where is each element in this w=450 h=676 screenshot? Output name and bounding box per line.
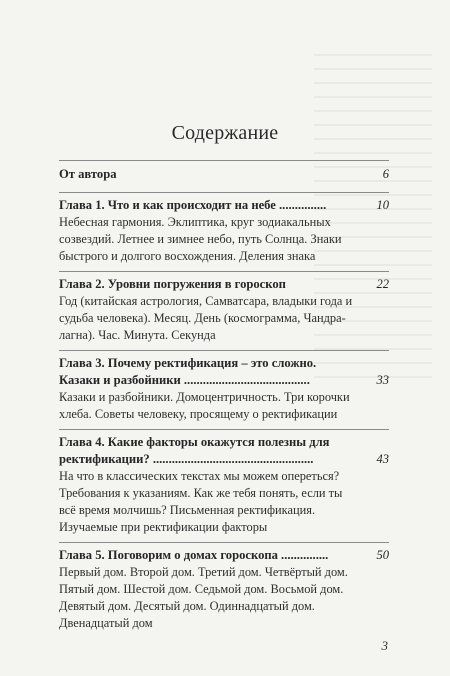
toc-subtitle-line: судьба человека). Месяц. День (космограмма, Чандра-: [59, 311, 346, 325]
toc-entry-chapter-2: [59, 272, 389, 350]
toc-heading-text: Казаки и разбойники ........................................: [59, 373, 310, 387]
toc-subtitle-line: лагна). Час. Минута. Секунда: [59, 328, 216, 342]
table-of-contents: [59, 160, 389, 638]
toc-subtitle-line: Двенадцатый дом: [59, 616, 153, 630]
toc-entry-chapter-3: [59, 351, 389, 429]
page-number-footer: 3: [381, 638, 388, 653]
toc-subtitle-line: Девятый дом. Десятый дом. Одиннадцатый дом.: [59, 599, 315, 613]
toc-entry-heading: [59, 372, 389, 389]
toc-entry-heading: [59, 197, 389, 214]
toc-subtitle-line: На что в классических текстах мы можем опереться?: [59, 469, 340, 483]
toc-heading-text: Глава 2. Уровни погружения в гороскоп: [59, 277, 286, 291]
toc-page-number: 33: [376, 373, 389, 387]
toc-page-number: 22: [376, 277, 389, 291]
toc-page-number: 50: [376, 548, 389, 562]
toc-entry-heading: [59, 355, 389, 372]
toc-entry-chapter-5: [59, 543, 389, 638]
toc-subtitle-line: Год (китайская астрология, Самватсара, владыки года и: [59, 294, 353, 308]
toc-subtitle-line: всё время молчишь? Письменная ректификация.: [59, 503, 316, 517]
toc-subtitle-line: Казаки и разбойники. Домоцентричность. Три корочки: [59, 390, 350, 404]
toc-heading-text: Глава 3. Почему ректификация – это сложно.: [59, 356, 317, 370]
toc-heading-text: ректификации? ...................................................: [59, 452, 314, 466]
toc-entry-heading: [59, 451, 389, 468]
toc-subtitle-line: хлеба. Советы человеку, просящему о ректификации: [59, 407, 338, 421]
toc-entry-heading: [59, 434, 389, 451]
toc-subtitle-line: Пятый дом. Шестой дом. Седьмой дом. Восьмой дом.: [59, 582, 344, 596]
toc-entry-heading: [59, 547, 389, 564]
toc-heading-text: Глава 5. Поговорим о домах гороскопа ...............: [59, 548, 329, 562]
toc-heading-text: От автора: [59, 167, 117, 181]
toc-subtitle-line: Изучаемые при ректификации факторы: [59, 520, 268, 534]
toc-entry-chapter-4: [59, 430, 389, 542]
toc-entry-author: [59, 161, 389, 192]
toc-entry-heading: [59, 166, 389, 183]
toc-page-number: 43: [376, 452, 389, 466]
toc-heading-text: Глава 1. Что и как происходит на небе ...............: [59, 198, 327, 212]
toc-heading-text: Глава 4. Какие факторы окажутся полезны для: [59, 435, 330, 449]
toc-subtitle-line: созвездий. Летнее и зимнее небо, путь Солнца. Знаки: [59, 232, 342, 246]
toc-subtitle-line: Требования к указаниям. Как же тебя понять, если ты: [59, 486, 343, 500]
toc-subtitle-line: Первый дом. Второй дом. Третий дом. Четвёртый дом.: [59, 565, 348, 579]
toc-page-number: 6: [382, 167, 389, 181]
toc-entry-chapter-1: [59, 193, 389, 271]
page-title: Содержание: [171, 122, 279, 144]
toc-subtitle-line: быстрого и долгого восхождения. Деления знака: [59, 249, 316, 263]
toc-entry-heading: [59, 276, 389, 293]
toc-page-number: 10: [376, 198, 389, 212]
toc-subtitle-line: Небесная гармония. Эклиптика, круг зодиакальных: [59, 215, 331, 229]
